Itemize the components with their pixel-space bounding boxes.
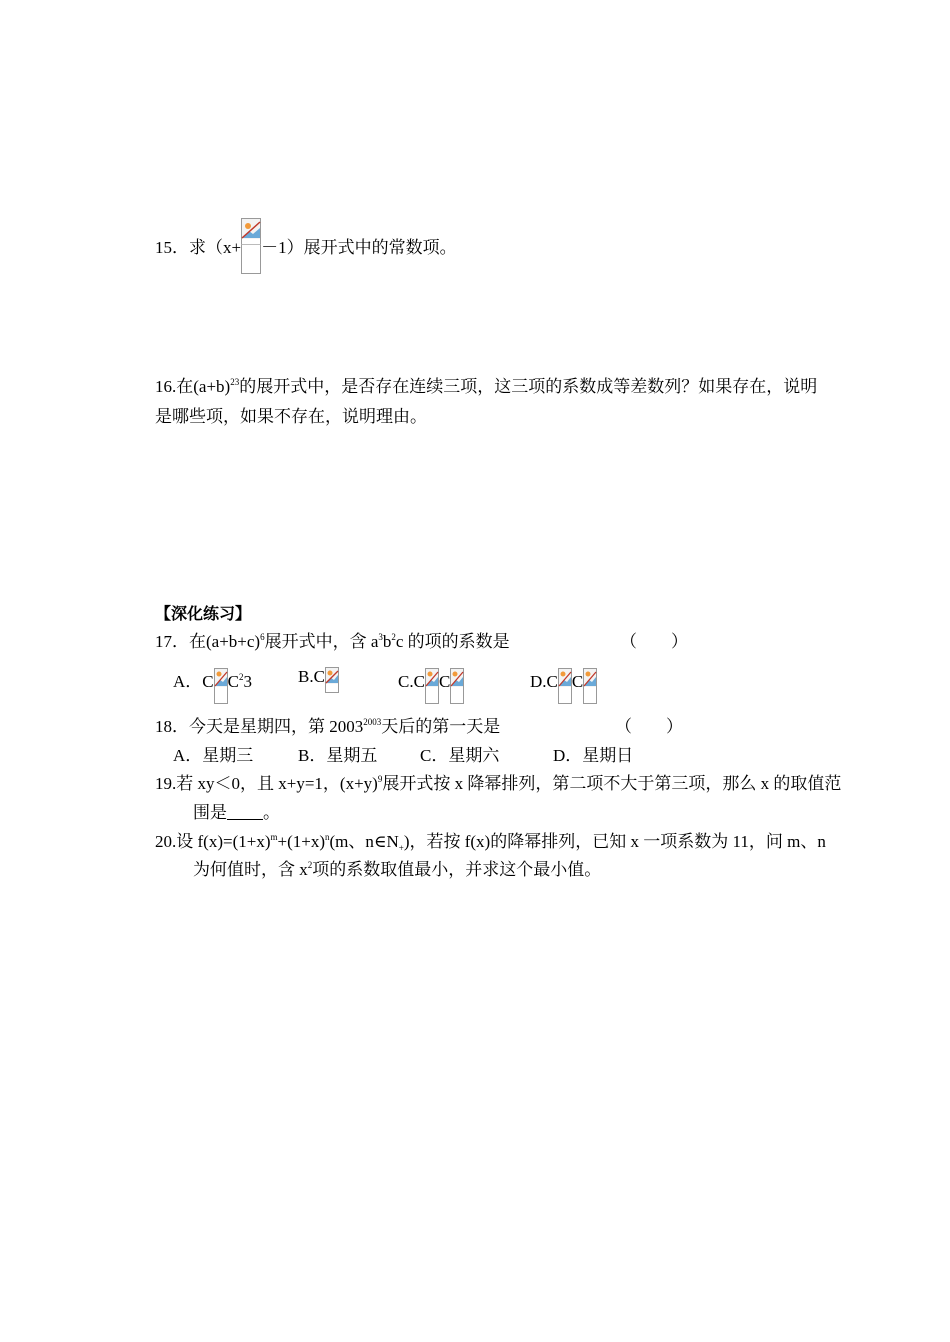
q15-number: 15． [155, 237, 189, 257]
q18-number: 18． [155, 717, 189, 736]
q17-option-d[interactable] [530, 665, 597, 701]
broken-image-icon [325, 667, 339, 693]
q20-exponent-m: m [270, 832, 278, 842]
option-b-label: B.C [298, 666, 325, 686]
q19-text-post: 展开式按 x 降幂排列，第二项不大于第三项，那么 x 的取值范 [382, 774, 842, 793]
q18-text-pre: 今天是星期四，第 2003 [189, 717, 364, 736]
section-title: 【深化练习】 [155, 604, 252, 623]
q20-exponent-n: n [325, 832, 330, 842]
q19-text-pre: 若 xy＜0，且 x+y=1，(x+y) [176, 774, 378, 793]
q20-number: 20. [155, 832, 177, 851]
q17-answer-paren: （ ） [620, 632, 688, 651]
q17-text-pre: 在(a+b+c) [189, 632, 261, 651]
q19-exponent: 9 [377, 774, 383, 784]
question-16-line-2 [155, 407, 427, 427]
q20-text-pre: 设 f(x)=(1+x) [176, 832, 271, 851]
option-a-mid: C [227, 671, 239, 691]
q17-text-post: c 的项的系数是 [395, 632, 510, 651]
q16-exponent: 23 [230, 377, 240, 387]
question-15 [155, 221, 457, 277]
q20-text-mid1: +(1+x) [277, 832, 325, 851]
question-19-line-1 [155, 774, 841, 794]
q20-text-mid2: (m、n∈N [329, 832, 399, 851]
q15-text-post: －1）展开式中的常数项。 [261, 237, 457, 257]
broken-image-icon [241, 218, 261, 274]
q17-exponent-a: 3 [378, 632, 383, 642]
broken-image-icon [214, 668, 228, 704]
question-17 [155, 632, 510, 652]
q17-option-b[interactable] [298, 665, 339, 691]
broken-image-icon [583, 668, 597, 704]
q19-answer-blank[interactable] [227, 805, 263, 820]
option-c-mid: C [438, 671, 451, 691]
option-d-mid: C [571, 671, 584, 691]
q20-line2-post: 项的系数取值最小，并求这个最小值。 [312, 860, 602, 879]
question-19-line-2 [193, 803, 280, 823]
q16-number: 16. [155, 377, 177, 396]
question-18 [155, 717, 500, 737]
q17-number: 17． [155, 632, 189, 651]
question-20-line-2 [193, 860, 601, 880]
q18-exponent: 2003 [363, 717, 382, 727]
option-d-label: D.C [530, 671, 558, 691]
q16-text-post: 的展开式中，是否存在连续三项，这三项的系数成等差数列？如果存在，说明 [239, 377, 818, 396]
q20-text-post: )，若按 f(x)的降幂排列，已知 x 一项系数为 11，问 m、n [403, 832, 826, 851]
option-a-label: A．C [173, 671, 214, 691]
q17-text-mid: 展开式中，含 a [264, 632, 379, 651]
q16-text-line2: 是哪些项，如果不存在，说明理由。 [155, 407, 427, 426]
q19-line2-post: 。 [263, 803, 280, 822]
q18-option-b[interactable]: B．星期五 [298, 746, 378, 765]
q18-option-d[interactable]: D．星期日 [553, 746, 634, 765]
option-c-label: C.C [398, 671, 425, 691]
q17-exponent-b: 2 [391, 632, 396, 642]
q18-option-a[interactable]: A．星期三 [173, 746, 254, 765]
broken-image-icon [425, 668, 439, 704]
question-16-line-1 [155, 377, 817, 397]
q20-line2-pre: 为何值时，含 x [193, 860, 308, 879]
q18-answer-paren: （ ） [615, 717, 683, 736]
q20-subscript: + [398, 843, 404, 853]
q15-text-pre: 求（x+ [189, 237, 242, 257]
broken-image-icon [558, 668, 572, 704]
q20-line2-exponent: 2 [307, 860, 313, 870]
q17-option-a[interactable] [173, 665, 252, 701]
q17-text-b: b [382, 632, 392, 651]
option-a-sup: 2 [238, 671, 244, 682]
broken-image-icon [450, 668, 464, 704]
option-a-tail: 3 [243, 671, 252, 691]
q17-option-c[interactable] [398, 665, 464, 701]
q19-number: 19. [155, 774, 177, 793]
q18-text-post: 天后的第一天是 [381, 717, 501, 736]
q17-exponent: 6 [260, 632, 265, 642]
q16-text-pre: 在(a+b) [176, 377, 231, 396]
q18-option-c[interactable]: C．星期六 [420, 746, 500, 765]
question-20-line-1 [155, 832, 826, 852]
q19-line2-pre: 围是 [193, 803, 227, 822]
